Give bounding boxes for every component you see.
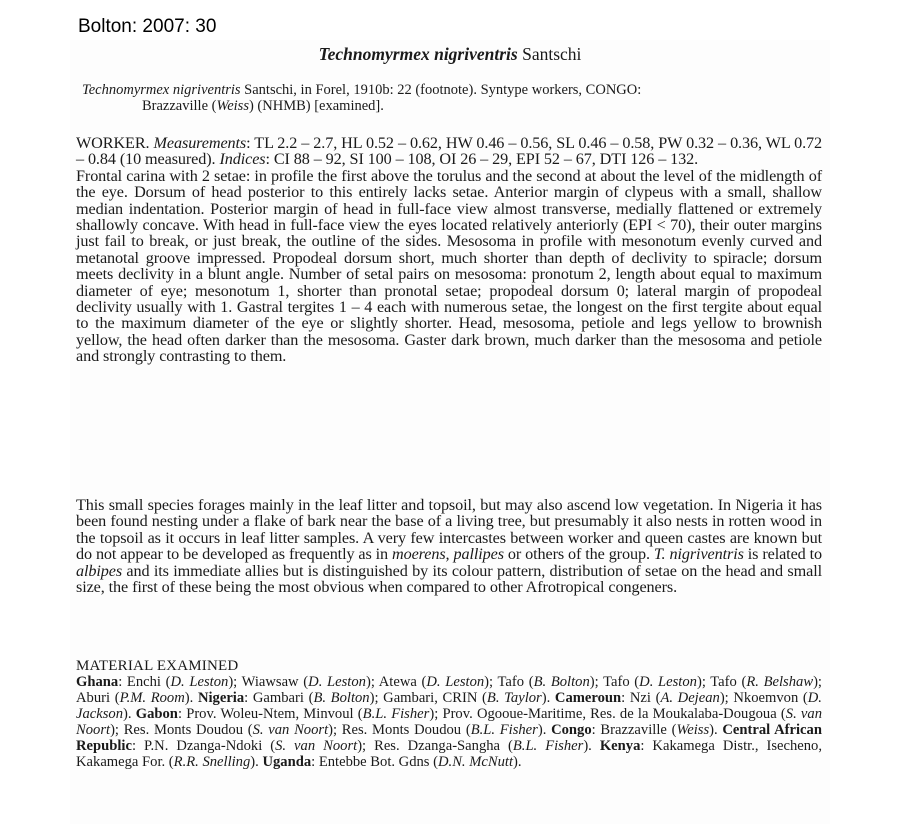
discussion-paragraph <box>76 497 822 595</box>
material-collector: S. van Noort <box>252 722 329 738</box>
citation-repository: ) (NHMB) [examined]. <box>248 98 384 114</box>
worker-description <box>76 135 822 365</box>
discussion-text-3: is related to <box>743 545 822 564</box>
material-collector: D. Leston <box>308 674 366 690</box>
discussion-text-4: and its immediate allies but is distinguished by its colour pattern, distribution of setae on the head and small size, the first of these being the most obvious when compared to other Afrotropical congeners. <box>76 561 822 597</box>
material-collector: D. Leston <box>426 674 485 690</box>
material-locality-text: : Brazzaville ( <box>591 722 677 738</box>
discussion-text-2: or others of the group. <box>503 545 654 564</box>
material-collector: B. Taylor <box>486 690 542 706</box>
material-collector: D.N. McNutt <box>438 754 513 770</box>
material-locality-text: : Entebbe Bot. Gdns ( <box>311 754 438 770</box>
material-locality-text: ); Aburi ( <box>76 674 822 706</box>
material-country: Ghana <box>76 674 119 690</box>
measurements-label: Measurements <box>153 134 247 152</box>
material-locality-text: ). <box>123 706 136 722</box>
material-collector: R. Belshaw <box>746 674 814 690</box>
material-locality-text: ). <box>709 722 723 738</box>
material-collector: D. Jackson <box>76 690 822 722</box>
material-locality-text: ); Tafo ( <box>589 674 640 690</box>
material-locality-text: ); Gambari, CRIN ( <box>369 690 487 706</box>
citation-locality: Brazzaville ( <box>142 98 217 114</box>
measurements-paragraph <box>76 135 822 168</box>
material-collector: B.L. Fisher <box>362 706 430 722</box>
material-locality-text: : Gambari ( <box>244 690 314 706</box>
page-label: Bolton: 2007: 30 <box>78 16 217 37</box>
species-name: Technomyrmex nigriventris <box>318 44 518 64</box>
species-title <box>70 44 830 65</box>
original-citation <box>82 82 816 114</box>
material-locality-text: ). <box>184 690 198 706</box>
material-country: Kenya <box>599 738 641 754</box>
material-locality-text: ); Nkoemvon ( <box>719 690 808 706</box>
material-locality-text: : Nzi ( <box>621 690 661 706</box>
material-locality-text: ); Tafo ( <box>696 674 747 690</box>
material-locality-text: ). <box>250 754 263 770</box>
material-country: Congo <box>551 722 592 738</box>
discussion-italic-2: T. nigriventris <box>653 545 744 564</box>
material-collector: P.M. Room <box>119 690 185 706</box>
material-collector: B.L. Fisher <box>512 738 584 754</box>
measurements-values: : TL 2.2 – 2.7, HL 0.52 – 0.62, HW 0.46 – 0.56, SL 0.46 – 0.58, PW 0.32 – 0.36, WL 0.72 – 0.84 (10 measured). <box>76 134 823 169</box>
discussion-text-1: This small species forages mainly in the leaf litter and topsoil, but may also ascend low vegetation. In Nigeria it has been found nesting under a flake of bark near the base of a living tree, but presumably it also nests in rotten wood in the topsoil as it occurs in leaf litter samples. A very few intercastes between worker and queen castes are known but do not appear to be developed as frequently as in <box>76 496 822 564</box>
indices-values: : CI 88 – 92, SI 100 – 108, OI 26 – 29, EPI 52 – 67, DTI 126 – 132. <box>265 150 699 169</box>
material-country: Nigeria <box>197 690 245 706</box>
worker-heading: WORKER. <box>76 134 154 152</box>
material-locality-text: ). <box>541 690 555 706</box>
material-locality-text: ); Prov. Ogooue-Maritime, Res. de la Moukalaba-Dougoua ( <box>429 706 786 722</box>
material-collector: S. van Noort <box>76 706 822 738</box>
material-country: Gabon <box>135 706 178 722</box>
scanned-page <box>70 40 830 824</box>
material-collector: Weiss <box>676 722 710 738</box>
material-collector: S. van Noort <box>275 738 358 754</box>
material-locality-text: ); Res. Dzanga-Sangha ( <box>357 738 513 754</box>
material-locality-text: : Enchi ( <box>118 674 171 690</box>
material-examined-list <box>76 674 822 770</box>
material-locality-text: : Kakamega Distr., Isecheno, Kakamega For. ( <box>76 738 823 770</box>
material-collector: B. Bolton <box>313 690 370 706</box>
material-locality-text: ); Atewa ( <box>365 674 427 690</box>
citation-text: Santschi, in Forel, 1910b: 22 (footnote). Syntype workers, CONGO: <box>240 82 642 98</box>
material-locality-text: ). <box>513 754 522 770</box>
material-locality-text: : P.N. Dzanga-Ndoki ( <box>131 738 276 754</box>
material-locality-text: ). <box>583 738 600 754</box>
discussion-italic-3: albipes <box>76 561 123 580</box>
material-locality-text: ); Res. Monts Doudou ( <box>110 722 253 738</box>
material-country: Uganda <box>262 754 312 770</box>
citation-collector: Weiss <box>216 98 249 114</box>
citation-line-1 <box>82 82 816 98</box>
morphology-paragraph: Frontal carina with 2 setae: in profile the first above the torulus and the second at about the level of the midlength of the eye. Dorsum of head posterior to this entirely lacks setae. Anterior margin of clypeus with a small, shallow median indentation. Posterior margin of head in full-face view almost transverse, medially flattened or extremely shallowly concave. With head in full-face view the eyes located relatively anteriorly (EPI < 70), their outer margins just fail to break, or just break, the outline of the sides. Mesosoma in profile with mesonotum evenly curved and metanotal groove impressed. Propodeal dorsum short, much shorter than depth of declivity to spiracle; dorsum meets declivity in a blunt angle. Number of setal pairs on mesosoma: pronotum 2, length about equal to maximum diameter of eye; mesonotum 1, shorter than pronotal setae; propodeal dorsum 0; lateral margin of propodeal declivity usually with 1. Gastral tergites 1 – 4 each with numerous setae, the longest on the first tergite about equal to the maximum diameter of the eye or slightly shorter. Head, mesosoma, petiole and legs yellow to brownish yellow, the head often darker than the mesosoma. Gaster dark brown, much darker than the mesosoma and petiole and strongly contrasting to them. <box>76 166 822 366</box>
material-locality-text: ). <box>537 722 552 738</box>
material-locality-text: ); Wiawsaw ( <box>228 674 309 690</box>
material-country: Central African Republic <box>76 722 822 754</box>
material-collector: D. Leston <box>639 674 697 690</box>
material-locality-text: ); Tafo ( <box>484 674 534 690</box>
material-country: Cameroun <box>554 690 622 706</box>
indices-label: Indices <box>219 150 266 169</box>
material-locality-text: ); Res. Monts Doudou ( <box>328 722 471 738</box>
material-collector: R.R. Snelling <box>173 754 251 770</box>
material-collector: A. Dejean <box>660 690 720 706</box>
discussion-italic-1: moerens, pallipes <box>392 545 504 564</box>
citation-line-2 <box>142 98 384 114</box>
material-collector: B. Bolton <box>533 674 590 690</box>
material-collector: D. Leston <box>170 674 229 690</box>
citation-species: Technomyrmex nigriventris <box>82 82 241 98</box>
material-heading: MATERIAL EXAMINED <box>76 658 239 674</box>
material-collector: B.L. Fisher <box>470 722 538 738</box>
material-locality-text: : Prov. Woleu-Ntem, Minvoul ( <box>177 706 363 722</box>
species-author: Santschi <box>517 44 582 64</box>
